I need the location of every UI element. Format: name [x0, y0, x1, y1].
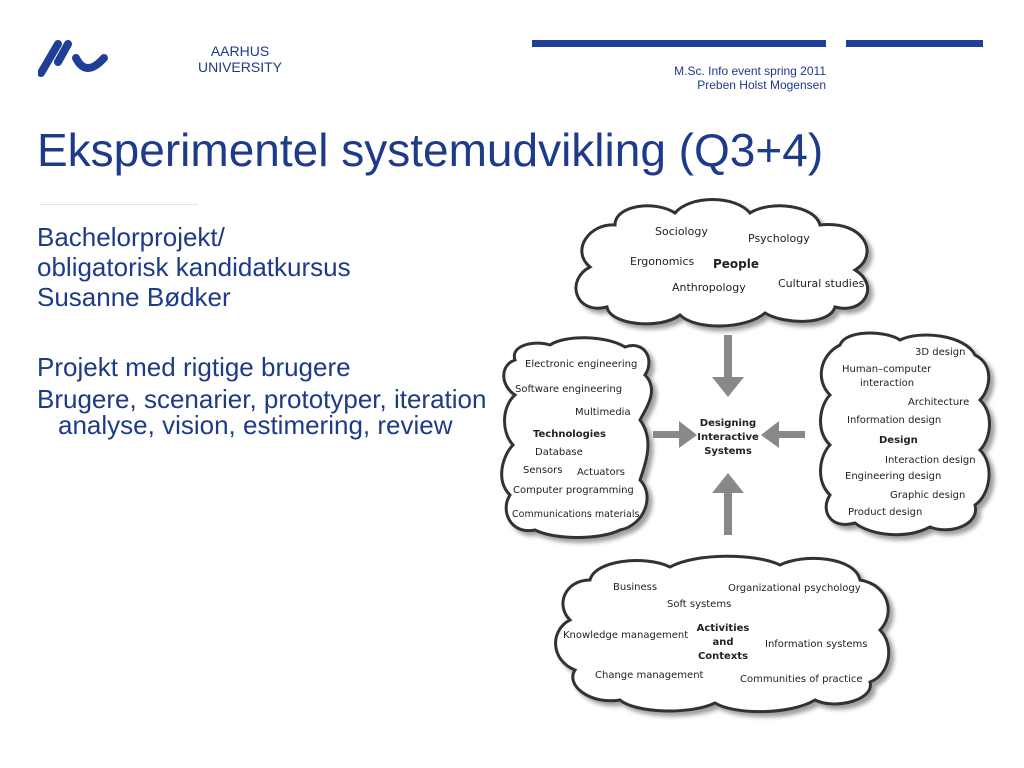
activities-heading: Contexts [697, 651, 749, 662]
interactive-systems-diagram [495, 195, 1005, 740]
technologies-item: Multimedia [575, 407, 631, 418]
center-line: Systems [704, 446, 752, 457]
activities-heading: Activities [696, 623, 750, 634]
bullet-item: Brugere, scenarier, prototyper, iteration analyse, vision, estimering, review [37, 384, 487, 440]
design-heading: Design [879, 435, 918, 446]
technologies-item: Communications materials [512, 509, 640, 520]
design-item: Human–computer [842, 364, 932, 375]
bullet-item: Projekt med rigtige brugere [37, 352, 351, 382]
slide-body [37, 222, 497, 438]
technologies-item: Software engineering [515, 384, 623, 395]
design-item: Interaction design [885, 455, 976, 466]
arrow-left-icon [761, 421, 805, 448]
technologies-item: Computer programming [513, 485, 634, 496]
technologies-item: Actuators [577, 467, 625, 478]
activities-item: Soft systems [667, 599, 732, 610]
arrow-right-icon [653, 421, 697, 448]
technologies-cloud [502, 338, 652, 538]
arrow-up-icon [712, 473, 744, 535]
center-label [697, 418, 759, 457]
design-item: 3D design [915, 347, 966, 358]
design-cloud [821, 333, 990, 535]
technologies-item: Electronic engineering [525, 359, 638, 370]
people-heading: People [713, 257, 760, 271]
activities-item: Business [613, 582, 658, 593]
people-item: Sociology [655, 225, 708, 238]
header-rule-long [532, 40, 826, 47]
technologies-item: Database [535, 447, 583, 458]
header-rule-short [846, 40, 983, 47]
body-line: obligatorisk kandidatkursus [37, 252, 351, 282]
design-item: Product design [848, 507, 923, 518]
university-name [190, 43, 290, 75]
page-title: Eksperimentel systemudvikling (Q3+4) [37, 124, 824, 176]
event-name: M.Sc. Info event spring 2011 [674, 64, 826, 78]
university-name-line2: UNIVERSITY [197, 59, 282, 75]
activities-cloud [556, 556, 889, 711]
activities-item: Change management [595, 670, 704, 681]
people-item: Ergonomics [630, 255, 695, 268]
design-item: Information design [847, 415, 942, 426]
slide-meta [674, 64, 826, 92]
activities-heading: and [712, 637, 734, 648]
people-item: Psychology [748, 232, 810, 245]
center-line: Interactive [697, 432, 759, 443]
university-name-line1: AARHUS [210, 43, 270, 59]
body-line: Susanne Bødker [37, 282, 231, 312]
design-item: Engineering design [845, 471, 942, 482]
activities-item: Information systems [765, 639, 868, 650]
people-item: Cultural studies [778, 277, 865, 290]
design-item: Architecture [908, 397, 970, 408]
activities-item: Knowledge management [563, 630, 689, 641]
center-line: Designing [699, 418, 757, 429]
people-cloud [576, 200, 868, 327]
aarhus-university-logo-icon [38, 40, 110, 78]
activities-item: Organizational psychology [728, 583, 861, 594]
title-divider [40, 204, 198, 205]
body-line: Bachelorprojekt/ [37, 222, 225, 252]
presenter-name: Preben Holst Mogensen [697, 78, 826, 92]
technologies-heading: Technologies [533, 429, 606, 440]
activities-item: Communities of practice [740, 674, 863, 685]
people-item: Anthropology [672, 281, 746, 294]
design-item: Graphic design [890, 490, 966, 501]
technologies-item: Sensors [523, 465, 563, 476]
design-item: interaction [860, 378, 915, 389]
arrow-down-icon [712, 335, 744, 397]
